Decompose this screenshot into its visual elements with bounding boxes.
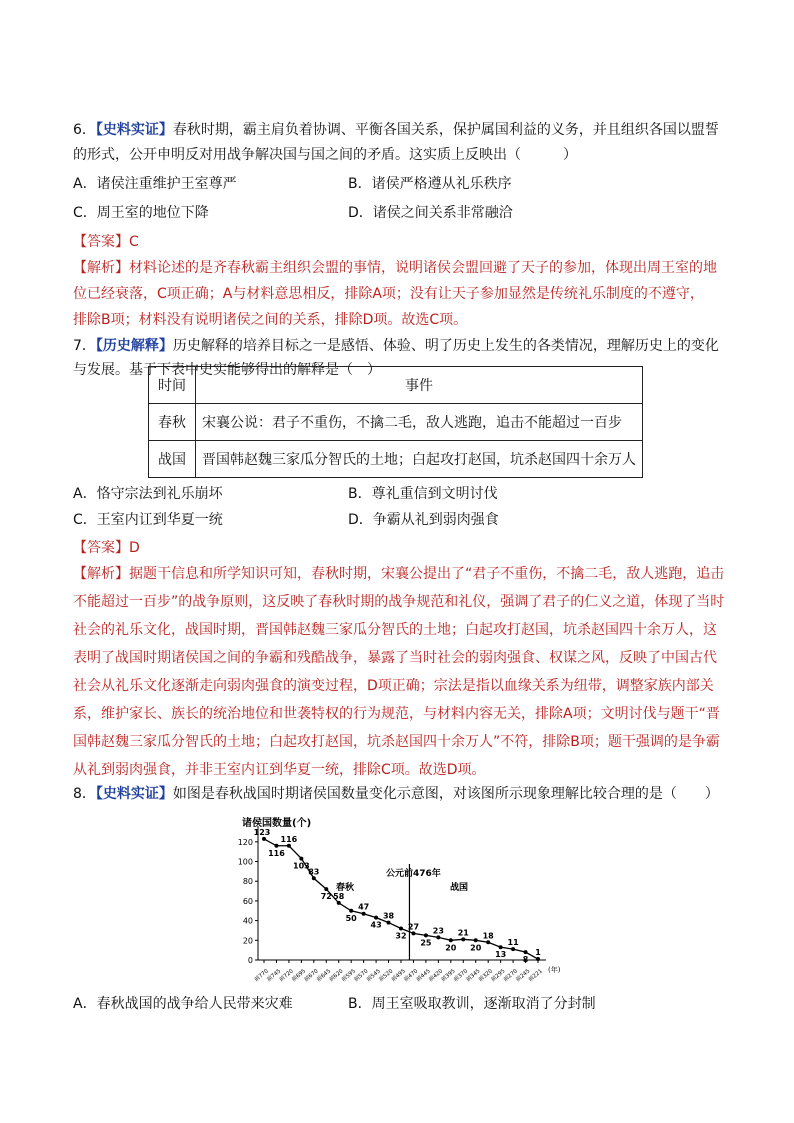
- table-header-time: 时间: [149, 367, 196, 404]
- q8-stem-1: 如图是春秋战国时期诸侯国数量变化示意图，对该图所示现象理解比较合理的是（ ）: [172, 786, 719, 802]
- chart-era-right: 战国: [450, 883, 469, 893]
- table-cell-time: 战国: [149, 441, 196, 478]
- chart-data-label: 83: [308, 867, 320, 877]
- chart-data-label: 47: [358, 902, 370, 912]
- q8-option-a: A．春秋战国的战争给人民带来灾难: [73, 996, 293, 1012]
- chart-era-left: 春秋: [336, 883, 355, 893]
- chart-x-tick-label: 前370: [452, 968, 470, 984]
- table-cell-event: 晋国韩赵魏三家瓜分智氏的土地；白起攻打赵国，坑杀赵国四十余万人: [196, 441, 643, 478]
- chart-point: [287, 844, 291, 848]
- q6-option-c: C．周王室的地位下降: [73, 205, 209, 221]
- chart-x-tick-label: 前221: [527, 968, 544, 984]
- q8-tag: 【史料实证】: [95, 786, 173, 802]
- chart-x-tick-label: 前320: [477, 968, 494, 984]
- chart-point: [312, 876, 316, 880]
- q6-answer: [73, 232, 139, 252]
- chart-y-tick-label: 40: [242, 916, 253, 926]
- chart-data-label: 116: [280, 834, 298, 844]
- chart-y-tick-label: 80: [242, 877, 253, 887]
- states-count-chart: [228, 812, 588, 992]
- chart-point: [461, 937, 465, 941]
- chart-point: [299, 857, 303, 861]
- table-cell-event: 宋襄公说：君子不重伤，不擒二毛，敌人逃跑，追击不能超过一百步: [196, 404, 643, 441]
- chart-x-tick-label: 前695: [291, 968, 308, 984]
- chart-data-label: 25: [420, 938, 432, 948]
- chart-point: [387, 921, 391, 925]
- chart-x-tick-label: 前345: [465, 968, 482, 984]
- chart-point: [499, 945, 503, 949]
- chart-data-label: 58: [333, 891, 345, 901]
- chart-point: [524, 950, 528, 954]
- q7-analysis-line3: 社会的礼乐文化，战国时期，晋国韩赵魏三家瓜分智氏的土地；白起攻打赵国，坑杀赵国四十余万人，这: [73, 622, 717, 638]
- chart-series: [254, 828, 542, 964]
- chart-x-tick-label: 前670: [303, 968, 320, 984]
- chart-x-tick-label: 前595: [340, 968, 357, 984]
- q6-answer-tag: 【答案】: [73, 234, 129, 250]
- chart-x-tick-label: 前495: [390, 968, 407, 984]
- table-header-event: 事件: [196, 367, 643, 404]
- chart-x-tick-label: 前570: [353, 968, 370, 984]
- chart-point: [486, 940, 490, 944]
- q6-option-b: B．诸侯严格遵从礼乐秩序: [348, 176, 512, 192]
- chart-point: [536, 957, 540, 961]
- chart-data-label: 72: [320, 892, 332, 902]
- chart-x-tick-label: 前295: [490, 968, 507, 984]
- q8-number: 8．: [73, 786, 96, 802]
- chart-point: [349, 909, 353, 913]
- chart-x-tick-label: 前620: [328, 968, 345, 984]
- q7-answer-value: D: [129, 540, 140, 556]
- chart-point: [511, 947, 515, 951]
- q7-stem-2: 与发展。基于下表中史实能够得出的解释是（ ）: [73, 362, 381, 378]
- q6-analysis-line2: 位已经衰落，C项正确；A与材料意思相反，排除A项；没有让天子参加显然是传统礼乐制度的不遵守，: [73, 286, 704, 302]
- chart-data-label: 23: [432, 926, 444, 936]
- table-cell-time: 春秋: [149, 404, 196, 441]
- chart-data-label: 11: [507, 938, 519, 948]
- chart-ylabel: 诸侯国数量(个): [242, 818, 312, 829]
- q7-option-b: B．尊礼重信到文明讨伐: [348, 486, 498, 502]
- q6-option-a: A．诸侯注重维护王室尊严: [73, 176, 237, 192]
- chart-data-label: 32: [395, 931, 407, 941]
- q6-tag: 【史料实证】: [95, 122, 173, 138]
- chart-point: [362, 912, 366, 916]
- chart-data-label: 20: [445, 943, 457, 953]
- chart-x-tick-label: 前245: [515, 968, 532, 984]
- chart-y-tick-label: 0: [247, 956, 253, 965]
- chart-x-tick-label: 前645: [315, 968, 333, 984]
- chart-data-label: 13: [495, 950, 507, 960]
- q7-analysis-line6: 系，维护家长、族长的统治地位和世袭特权的行为规范，与材料内容无关，排除A项；文明讨伐与题干“晋: [73, 706, 720, 722]
- chart-series-line: [264, 839, 538, 959]
- chart-data-label: 27: [407, 922, 420, 932]
- q6-analysis-line1: [73, 258, 717, 278]
- q8-option-b: B．周王室吸取教训，逐渐取消了分封制: [348, 996, 596, 1012]
- chart-point: [274, 844, 278, 848]
- q7-line1: [73, 336, 719, 356]
- chart-data-label: 50: [345, 913, 357, 923]
- chart-point: [411, 931, 415, 935]
- q6-line1: [73, 120, 719, 140]
- chart-data-label: 38: [382, 911, 395, 921]
- q7-analysis-text-1: 据题干信息和所学知识可知，春秋时期，宋襄公提出了“君子不重伤，不擒二毛，敌人逃跑，追击: [129, 566, 725, 582]
- chart-point: [262, 837, 266, 841]
- chart-point: [324, 887, 328, 891]
- q7-answer: [73, 538, 140, 558]
- q6-answer-value: C: [129, 234, 139, 250]
- q7-analysis-line5: 社会从礼乐文化逐渐走向弱肉强食的演变过程，D项正确；宗法是指以血缘关系为纽带，调整家族内部关: [73, 678, 714, 694]
- chart-x-tick-label: 前445: [415, 968, 432, 984]
- chart-x-tick-label: 前270: [502, 968, 519, 984]
- chart-data-label: 21: [457, 928, 469, 938]
- chart-data-label: 123: [253, 827, 271, 837]
- chart-x-tick-label: 前545: [365, 968, 382, 984]
- q7-event-table: [148, 366, 643, 478]
- q7-answer-tag: 【答案】: [73, 540, 129, 556]
- q6-analysis-tag: 【解析】: [73, 260, 129, 276]
- q7-analysis-line1: [73, 564, 724, 584]
- q8-line1: [73, 784, 719, 804]
- chart-data-label: 18: [482, 931, 494, 941]
- q7-number: 7．: [73, 338, 96, 354]
- chart-data-label: 20: [470, 943, 482, 953]
- chart-data-label: 116: [268, 848, 285, 858]
- chart-data-label: 1: [535, 948, 541, 958]
- chart-x-tick-label: 前520: [378, 968, 395, 984]
- chart-x-tick-label: 前720: [278, 968, 295, 984]
- q6-option-d: D．诸侯之间关系非常融洽: [348, 205, 513, 221]
- q7-option-c: C．王室内讧到华夏一统: [73, 512, 223, 528]
- chart-point: [424, 933, 428, 937]
- chart-point: [374, 916, 378, 920]
- q7-option-d: D．争霸从礼到弱肉强食: [348, 512, 499, 528]
- q7-analysis-line4: 表明了战国时期诸侯国之间的争霸和残酷战争，暴露了当时社会的弱肉强食、权谋之风，反映了中国古代: [73, 650, 717, 666]
- chart-x-unit: (年): [548, 966, 561, 974]
- chart-point: [436, 935, 440, 939]
- q7-stem-1: 历史解释的培养目标之一是感悟、体验、明了历史上发生的各类情况，理解历史上的变化: [172, 338, 719, 354]
- chart-x-tick-label: 前470: [403, 968, 420, 984]
- q7-analysis-tag: 【解析】: [73, 566, 129, 582]
- q7-analysis-line7: 国韩赵魏三家瓜分智氏的土地；白起攻打赵国，坑杀赵国四十余万人”不符，排除B项；题干强调的是争霸: [73, 734, 720, 750]
- chart-point: [449, 938, 453, 942]
- chart-x-tick-label: 前395: [440, 968, 457, 984]
- chart-y-tick-label: 60: [242, 896, 253, 906]
- q6-analysis-text-1: 材料论述的是齐春秋霸主组织会盟的事情，说明诸侯会盟回避了天子的参加，体现出周王室的地: [129, 260, 717, 276]
- chart-y-tick-label: 100: [237, 857, 253, 867]
- q6-analysis-line3: 排除B项；材料没有说明诸侯之间的关系，排除D项。故选C项。: [73, 312, 468, 328]
- chart-data-label: 43: [370, 920, 382, 930]
- q7-analysis-line2: 不能超过一百步”的战争原则，这反映了春秋时期的战争规范和礼仪，强调了君子的仁义之道，体现了当时: [73, 594, 725, 610]
- chart-x-tick-label: 前770: [253, 968, 270, 984]
- chart-x-tick-label: 前745: [266, 968, 283, 984]
- q7-tag: 【历史解释】: [95, 338, 173, 354]
- q6-number: 6．: [73, 122, 96, 138]
- chart-x-tick-label: 前420: [428, 968, 445, 984]
- chart-y-tick-label: 120: [237, 837, 253, 847]
- q7-option-a: A．恪守宗法到礼乐崩坏: [73, 486, 223, 502]
- chart-y-tick-label: 20: [242, 936, 253, 946]
- q6-stem-1: 春秋时期，霸主肩负着协调、平衡各国关系，保护属国利益的义务，并且组织各国以盟誓: [172, 122, 719, 138]
- table-row: [149, 441, 643, 478]
- chart-ticks: [238, 838, 544, 983]
- chart-point: [337, 901, 341, 905]
- chart-data-label: 8: [522, 955, 529, 965]
- chart-point: [474, 938, 478, 942]
- chart-point: [399, 926, 403, 930]
- table-header-row: [149, 367, 643, 404]
- table-row: [149, 404, 643, 441]
- q6-stem-2: 的形式，公开申明反对用战争解决国与国之间的矛盾。这实质上反映出（ ）: [73, 147, 577, 163]
- chart-data-label: 103: [293, 861, 310, 871]
- q7-analysis-line8: 从礼到弱肉强食，并非王室内讧到华夏一统，排除C项。故选D项。: [73, 762, 486, 778]
- chart-divider-label: 公元前476年: [386, 869, 441, 879]
